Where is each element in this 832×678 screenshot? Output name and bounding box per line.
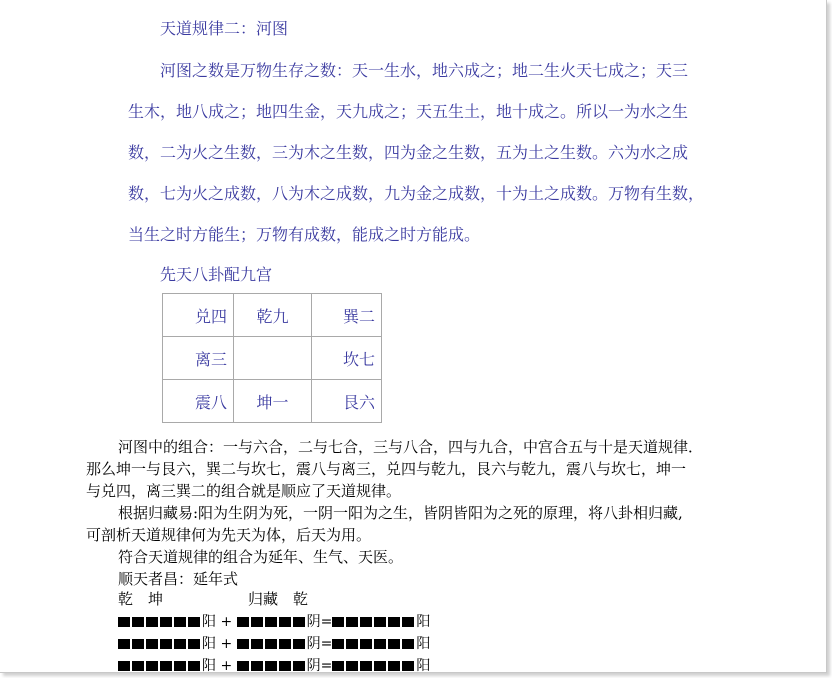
hexagram-row: [118, 655, 430, 675]
paragraph1-line: 当生之时方能生；万物有成数，能成之时方能成。: [128, 225, 481, 244]
yang-label: 阳: [416, 658, 431, 674]
grid-cell: [234, 337, 312, 380]
plus-sign: +: [220, 614, 233, 630]
yang-label: 阳: [202, 636, 216, 652]
paragraph3-line: 根据归藏易:阳为生阴为死，一阴一阳为之生，皆阴皆阳为之死的原理，将八卦相归藏,: [118, 504, 683, 522]
plus-sign: +: [220, 636, 233, 652]
grid-cell: 坤一: [234, 380, 312, 423]
paragraph2-line: 那么坤一与艮六，巽二与坎七，震八与离三，兑四与乾九，艮六与乾九，震八与坎七，坤一: [86, 460, 687, 478]
paragraph2-line: 与兑四，离三巽二的组合就是顺应了天道规律。: [86, 482, 402, 500]
yang-label: 阳: [416, 636, 431, 652]
table-row: [163, 337, 382, 380]
paragraph1-line: 数，二为火之生数，三为木之生数，四为金之生数，五为土之生数。六为水之成: [128, 143, 689, 162]
paragraph1-line: 河图之数是万物生存之数：天一生水，地六成之；地二生火天七成之；天三: [160, 61, 689, 80]
hexagram-row: [118, 633, 430, 653]
equals-sign: =: [320, 658, 333, 674]
yang-label: 阳: [202, 658, 216, 674]
hexagram-row: [118, 611, 430, 631]
nine-palace-grid: [162, 293, 382, 423]
paragraph3-line: 可剖析天道规律何为先天为体，后天为用。: [86, 526, 372, 544]
paragraph2-line: 河图中的组合：一与六合，二与七合，三与八合，四与九合，中宫合五与十是天道规律．: [118, 438, 704, 456]
grid-cell: 巽二: [312, 294, 382, 337]
hexagram-header-right: 归藏 乾: [248, 590, 309, 608]
table-row: [163, 380, 382, 423]
yin-label: 阴: [306, 658, 321, 674]
equals-sign: =: [320, 636, 333, 652]
plus-sign: +: [220, 658, 233, 674]
grid-cell: 离三: [163, 337, 234, 380]
table-row: [163, 294, 382, 337]
paragraph1-line: 生木，地八成之；地四生金，天九成之；天五生土，地十成之。所以一为水之生: [128, 102, 689, 121]
hexagram-header-left: 乾 坤: [118, 590, 164, 608]
grid-title: 先天八卦配九宫: [160, 265, 273, 284]
grid-cell: 乾九: [234, 294, 312, 337]
section-title: 天道规律二：河图: [160, 19, 289, 38]
grid-cell: 坎七: [312, 337, 382, 380]
yang-label: 阳: [416, 614, 431, 630]
paragraph1-line: 数，七为火之成数，八为木之成数，九为金之成数，十为土之成数。万物有生数，: [128, 184, 705, 203]
yin-label: 阴: [306, 614, 321, 630]
paragraph4: 符合天道规律的组合为延年、生气、天医。: [118, 548, 404, 566]
grid-cell: 震八: [163, 380, 234, 423]
yang-label: 阳: [202, 614, 216, 630]
grid-cell: 艮六: [312, 380, 382, 423]
paragraph5: 顺天者昌：延年式: [118, 570, 239, 588]
grid-cell: 兑四: [163, 294, 234, 337]
yin-label: 阴: [306, 636, 321, 652]
equals-sign: =: [320, 614, 333, 630]
